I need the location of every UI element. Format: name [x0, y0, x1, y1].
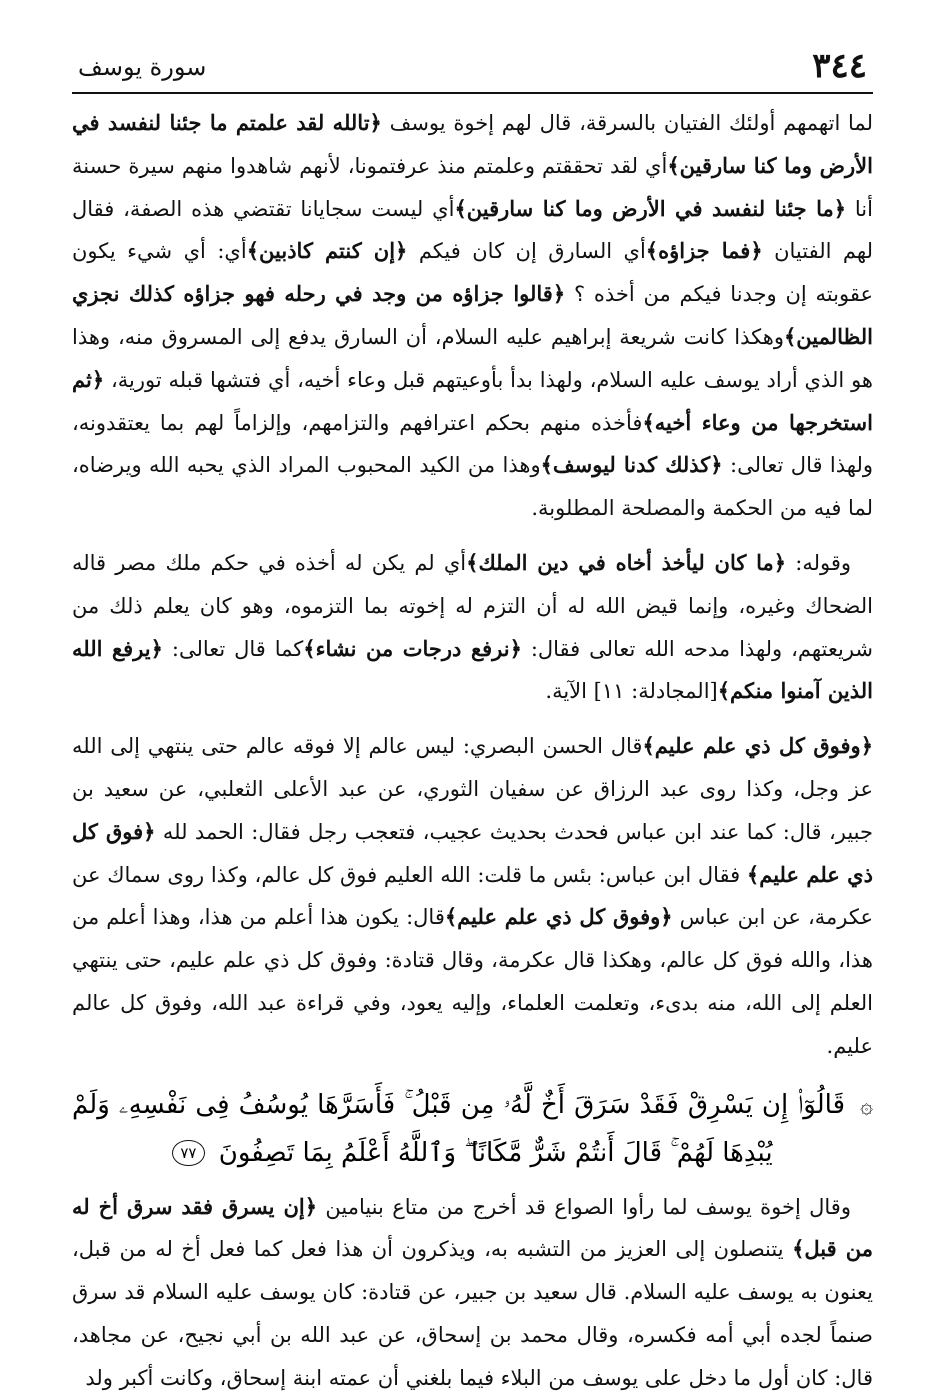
- quran-quote: ﴿وفوق كل ذي علم عليم﴾: [642, 733, 874, 759]
- quran-quote: ﴿كذلك كدنا ليوسف﴾: [540, 452, 723, 478]
- rub-el-hizb-icon: ۞: [860, 1093, 873, 1119]
- ayah-number-badge: ٧٧: [172, 1140, 204, 1166]
- commentary-body: [72, 102, 873, 1400]
- quran-quote: ﴿تالله لقد علمتم ما جئنا لنفسد في الأرض وما كنا سارقين﴾: [72, 110, 873, 178]
- commentary-text: أي لم يكن له أخذه في حكم ملك مصر قاله الضحاك وغيره، وإنما قيض الله له أن التزم له إخوته بما التزموه، وهو كان يعلم ذلك من شريعتهم، ولهذا مدحه الله تعالى فقال:: [72, 550, 874, 661]
- commentary-paragraph: [72, 725, 873, 1067]
- commentary-text: أي السارق إن كان فيكم: [407, 239, 646, 264]
- quran-quote: ﴿يرفع الله الذين آمنوا منكم﴾: [72, 635, 873, 704]
- quran-quote: ﴿قالوا جزاؤه من وجد في رحله فهو جزاؤه كذلك نجزي الظالمين﴾: [72, 281, 873, 349]
- commentary-text: [المجادلة: ١١] الآية.: [545, 679, 718, 704]
- commentary-text: أي لقد تحققتم وعلمتم منذ عرفتمونا، لأنهم شاهدوا منهم سيرة حسنة أنا: [72, 153, 873, 221]
- commentary-text: وقوله:: [786, 550, 852, 575]
- quran-quote: ﴿ثم استخرجها من وعاء أخيه﴾: [72, 366, 873, 435]
- surah-title: سورة يوسف: [78, 53, 207, 81]
- commentary-paragraph: [72, 1186, 873, 1400]
- commentary-text: لما اتهمهم أولئك الفتيان بالسرقة، قال لهم إخوة يوسف: [381, 111, 873, 135]
- quran-quote: ﴿إن يسرق فقد سرق أخ له من قبل﴾: [72, 1193, 873, 1262]
- commentary-text: كما قال تعالى:: [162, 636, 304, 661]
- quran-verse: [72, 1082, 873, 1176]
- page-header: [72, 40, 873, 94]
- quran-quote: ﴿نرفع درجات من نشاء﴾: [303, 635, 522, 661]
- commentary-paragraph: [72, 542, 873, 713]
- commentary-text: وهذا من الكيد المحبوب المراد الذي يحبه الله ويرضاه، لما فيه من الحكمة والمصلحة المطلوبة.: [72, 453, 873, 521]
- verse-text: قَالُوٓا۟ إِن يَسْرِقْ فَقَدْ سَرَقَ أَخٌ لَّهُۥ مِن قَبْلُ ۚ فَأَسَرَّهَا يُوسُفُ فِى نَفْسِهِۦ وَلَمْ يُبْدِهَا لَهُمْ ۚ قَالَ أَنتُمْ شَرٌّ مَّكَانًا ۖ وَٱللَّهُ أَعْلَمُ بِمَا تَصِفُونَ: [72, 1089, 845, 1168]
- commentary-paragraph: [72, 102, 873, 530]
- commentary-text: أي: أي شيء يكون عقوبته إن وجدنا فيكم من أخذه ؟: [72, 239, 873, 307]
- commentary-text: قال الحسن البصري: ليس عالم إلا فوقه عالم حتى ينتهي إلى الله عز وجل، وكذا روى عبد الرزاق عن سفيان الثوري، عن عبد الأعلى الثعلبي، عن سعيد بن جبير، قال: كما عند ابن عباس فحدث بحديث عجيب، فتعجب رجل فقال: الحمد لله: [72, 734, 873, 844]
- commentary-text: فقال ابن عباس: بئس ما قلت: الله العليم فوق كل عالم، وكذا روى سماك عن عكرمة، عن ابن عباس: [72, 862, 873, 930]
- quran-quote: ﴿ما جئنا لنفسد في الأرض وما كنا سارقين﴾: [454, 195, 847, 221]
- quran-quote: ﴿فوق كل ذي علم عليم﴾: [72, 818, 873, 887]
- page-number: ٣٤٤: [812, 46, 867, 86]
- commentary-text: أي ليست سجايانا تقتضي هذه الصفة، فقال لهم الفتيان: [72, 196, 873, 264]
- commentary-text: وهكذا كانت شريعة إبراهيم عليه السلام، أن السارق يدفع إلى المسروق منه، وهذا هو الذي أراد يوسف عليه السلام، ولهذا بدأ بأوعيتهم قبل وعاء أخيه، أي فتشها قبله تورية،: [72, 324, 873, 392]
- commentary-text: فأخذه منهم بحكم اعترافهم والتزامهم، وإلزاماً لهم بما يعتقدونه، ولهذا قال تعالى:: [72, 410, 874, 478]
- quran-quote: ﴿وفوق كل ذي علم عليم﴾: [444, 904, 673, 930]
- commentary-text: وقال إخوة يوسف لما رأوا الصواع قد أخرج من متاع بنيامين: [317, 1194, 851, 1219]
- book-page: [72, 40, 874, 1390]
- commentary-text: قال: يكون هذا أعلم من هذا، وهذا أعلم من هذا، والله فوق كل عالم، وهكذا قال عكرمة، وقال قتادة: وفوق كل ذي علم عليم، حتى ينتهي العلم إلى الله، منه بدىء، وتعلمت العلماء، وإليه يعود، وفي قراءة عبد الله، وفوق كل عالم عليم.: [72, 905, 873, 1058]
- commentary-text: يتنصلون إلى العزيز من التشبه به، ويذكرون أن هذا فعل كما فعل أخ له من قبل، يعنون به يوسف عليه السلام. قال سعيد بن جبير، عن قتادة: كان يوسف عليه السلام قد سرق صنماً لجده أبي أمه فكسره، وقال محمد بن إسحاق، عن عبد الله بن أبي نجيح، عن مجاهد، قال: كان أول ما دخل على يوسف من البلاء فيما بلغني أن عمته ابنة إسحاق، وكانت أكبر ولد: [72, 1237, 873, 1390]
- quran-quote: ﴿إن كنتم كاذبين﴾: [246, 238, 408, 264]
- quran-quote: ﴿فما جزاؤه﴾: [645, 238, 763, 264]
- quran-quote: ﴿ما كان ليأخذ أخاه في دين الملك﴾: [466, 549, 787, 575]
